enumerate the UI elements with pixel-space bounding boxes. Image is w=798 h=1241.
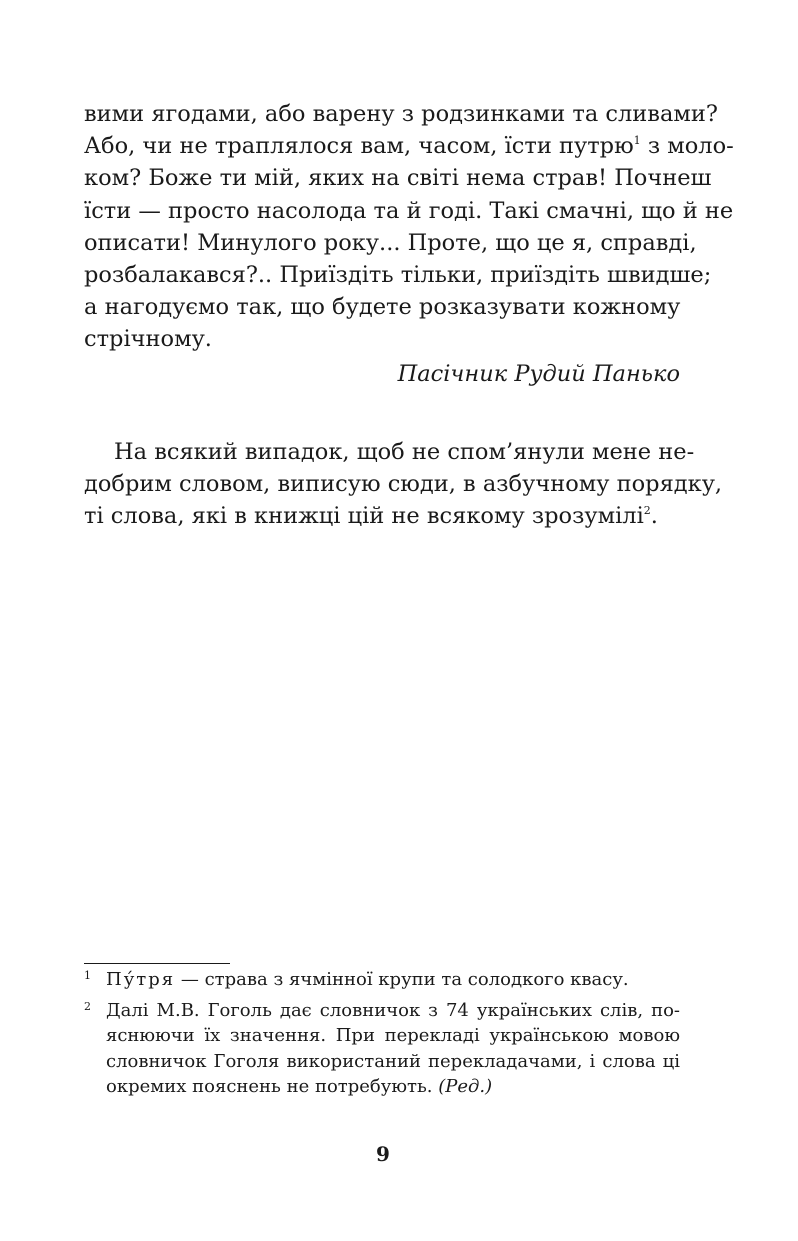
text-line: їсти — просто насолода та й годі. Такі смачні, що й не — [84, 197, 734, 224]
text-line: а нагодуємо так, що будете розказувати кожному — [84, 294, 681, 321]
footnote-mark: 2 — [84, 999, 91, 1013]
footnote-line: Далі М.В. Гоголь дає словничок з 74 українських слів, по- — [106, 999, 680, 1021]
text-line: Або, чи не траплялося вам, часом, їсти путрю$^1$ з моло- — [84, 133, 734, 160]
text-line: На всякий випадок, щоб не спом’янули мене не- — [114, 438, 695, 465]
footnotes — [84, 967, 680, 1105]
paragraph-1 — [84, 98, 734, 356]
signature: Пасічник Рудий Панько — [397, 360, 680, 387]
footnote-line: яснюючи їх значення. При перекладі українською мовою — [106, 1025, 680, 1047]
footnote-mark: 1 — [84, 969, 91, 982]
footnote-line: словничок Гоголя використаний перекладачами, і слова ці — [106, 1050, 680, 1072]
footnote-line: окремих пояснень не потребують. (Ред.) — [106, 1076, 493, 1098]
footnote-ref-2: 2 — [643, 504, 651, 518]
text-line: ком? Боже ти мій, яких на світі нема страв! Почнеш — [84, 165, 712, 192]
footnote-ref-1: 1 — [633, 134, 641, 148]
paragraph-2 — [84, 436, 723, 533]
footnote-divider — [84, 963, 230, 964]
text-line: вими ягодами, або варену з родзинками та сливами? — [84, 101, 718, 127]
page-body — [84, 98, 734, 532]
text-line: ті слова, які в книжці цій не всякому зрозумілі$^2$. — [84, 503, 658, 530]
footnote-1 — [84, 967, 680, 993]
text-line: розбалакався?.. Приїздіть тільки, приїздіть швидше; — [84, 262, 712, 289]
text-line: добрим словом, виписую сюди, в азбучному порядку, — [84, 470, 723, 497]
editor-note: (Ред.) — [438, 1076, 493, 1098]
page-number: 9 — [376, 1142, 390, 1166]
text-line: описати! Минулого року... Проте, що це я, справді, — [84, 229, 697, 256]
text-line: стрічному. — [84, 326, 212, 353]
footnote-text: — страва з ячмінної крупи та солодкого квасу. — [175, 969, 629, 990]
footnote-term: Пу́тря — [106, 969, 176, 990]
footnote-2 — [84, 998, 680, 1100]
